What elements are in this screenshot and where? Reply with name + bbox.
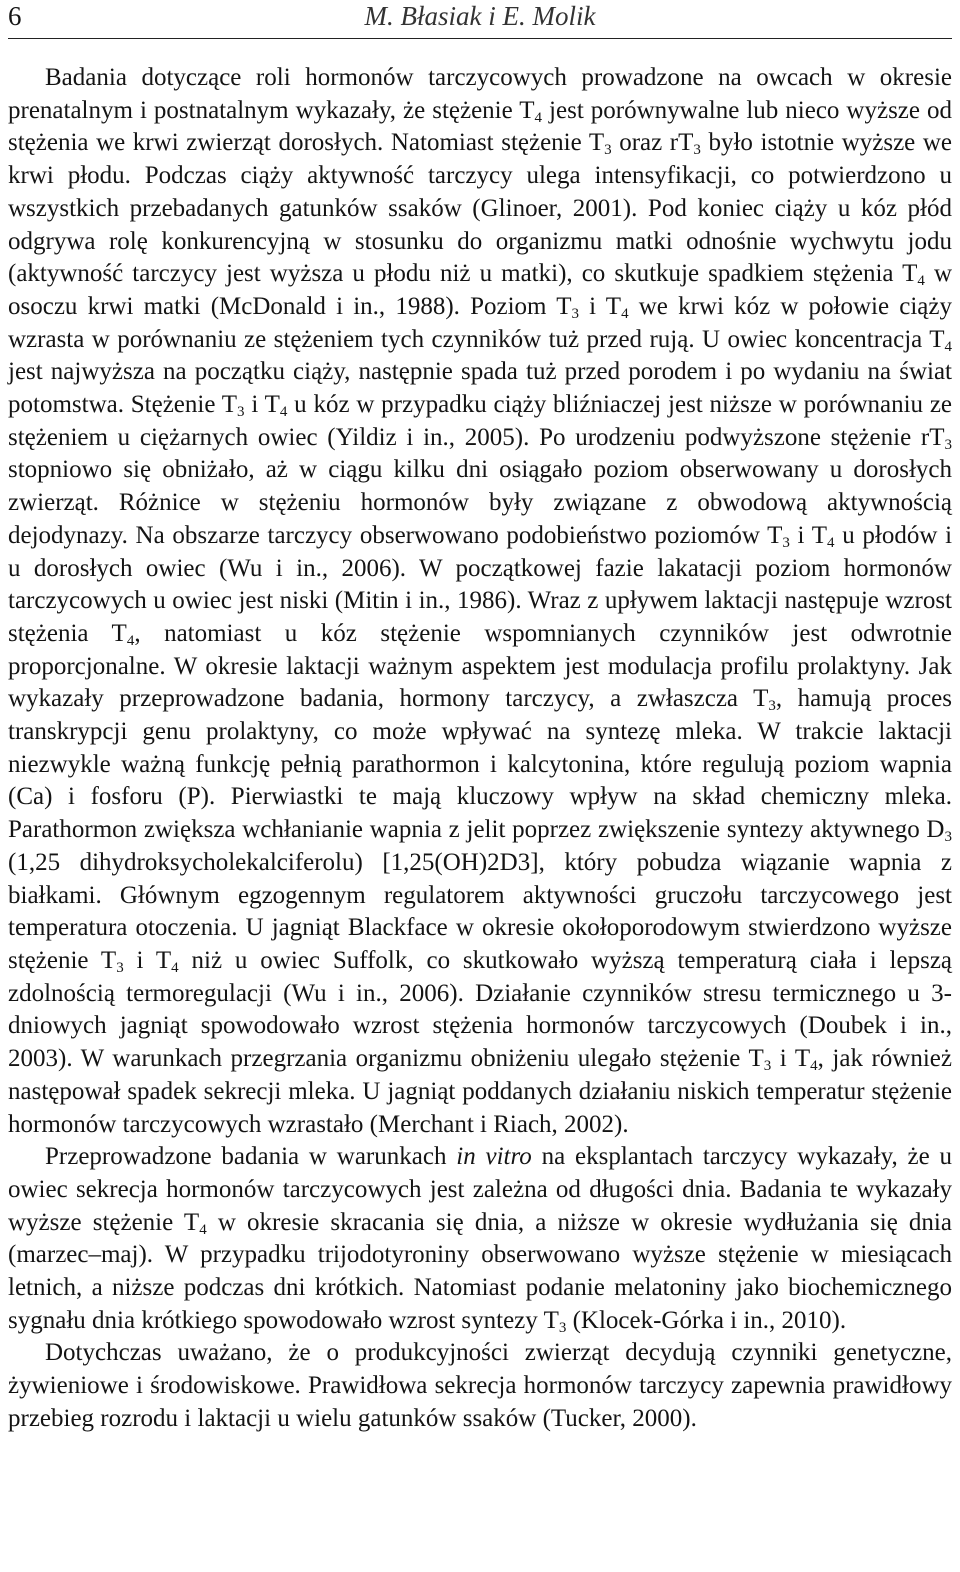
paragraph-productivity-factors (8, 1337, 952, 1435)
paragraph-thyroid-pregnancy-lactation (8, 62, 952, 1141)
text-run: oraz rT (611, 129, 694, 157)
text-run: , natomiast u kóz stężenie wspomnianych czynników jest odwrotnie proporcjonalne. W okresie laktacji ważnym aspektem jest modulacja profilu prolaktyny. Jak wykazały przeprowadzone badania, hormony tarczycy, a zwłaszcza T (8, 619, 953, 713)
text-run: u płodów i u dorosłych owiec (Wu i in., 2006). W początkowej fazie lakatacji poziom hormonów tarczycowych u owiec jest niski (Mitin i in., 1986). Wraz z upływem laktacji następuje wzrost stężenia T (8, 521, 953, 647)
text-run: Badania dotyczące roli hormonów tarczycowych prowadzone na owcach w okresie prenatalnym i postnatalnym wykazały, że stężenie T (8, 64, 952, 124)
text-run: i T (244, 391, 280, 419)
page-number: 6 (8, 1, 22, 31)
text-run: niż u owiec Suffolk, co skutkowało wyższą temperaturą ciała i lepszą zdolnością termoregulacji (Wu i in., 2006). Działanie czynników stresu termicznego u 3-dniowych jagniąt spowodowało wzrost stężenia hormonów tarczycowych (Doubek i in., 2003). W warunkach przegrzania organizmu obniżeniu ulegało stężenie T (8, 946, 953, 1073)
subscript: 3 (571, 305, 579, 322)
text-run: jest najwyższa na początku ciąży, następnie spada tuż przed porodem i po wydaniu na świat potomstwa. Stężenie T (8, 358, 952, 419)
text-run: było istotnie wyższe we krwi płodu. Podczas ciąży aktywność tarczycy ulega intensyfikacji, co potwierdzono u wszystkich przebadanych gatunków ssaków (Glinoer, 2001). Pod koniec ciąży u kóz płód odgrywa rolę konkurencyjną w stosunku do organizmu matki odnośnie wychwytu jodu (aktywność tarczycy jest wyższa u płodu niż u matki), co skutkuje spadkiem stężenia T (8, 129, 952, 288)
subscript: 4 (171, 959, 179, 976)
text-run: u kóz w przypadku ciąży bliźniaczej jest niższe w porównaniu ze stężeniem u ciężarnych owiec (Yildiz i in., 2005). Po urodzeniu podwyższone stężenie rT (8, 391, 953, 451)
text-run: i T (771, 1045, 811, 1073)
subscript: 4 (199, 1221, 207, 1238)
text-run: (Klocek-Górka i in., 2010). (566, 1306, 847, 1334)
subscript: 3 (693, 142, 701, 159)
text-run: we krwi kóz w połowie ciąży wzrasta w porównaniu ze stężeniem tych czynników tuż przed rują. U owiec koncentracja T (8, 292, 952, 353)
subscript: 3 (558, 1319, 567, 1336)
text-run: w okresie skracania się dnia, a niższe w okresie wydłużania się dnia (marzec–maj). W przypadku trijodotyroniny obserwowano wyższe stężenie w miesiącach letnich, a niższe podczas dni krótkich. Natomiast podanie melatoniny jako biochemicznego sygnału dnia krótkiego spowodowało wzrost syntezy T (8, 1208, 952, 1334)
text-run: Dotychczas uważano, że o produkcyjności zwierząt decydują czynniki genetyczne, żywieniowe i środowiskowe. Prawidłowa sekrecja hormonów tarczycy zapewnia prawidłowy przebieg rozrodu i laktacji u wielu gatunków ssaków (Tucker, 2000). (8, 1339, 952, 1432)
article-body (8, 62, 952, 1436)
running-head (8, 0, 952, 39)
subscript: 3 (944, 436, 952, 453)
subscript: 3 (604, 142, 612, 159)
running-head-authors: M. Błasiak i E. Molik (364, 1, 596, 31)
text-run: i T (578, 292, 622, 320)
subscript: 4 (917, 272, 925, 289)
subscript: 4 (827, 534, 835, 551)
subscript: 3 (763, 1057, 772, 1074)
subscript: 4 (810, 1057, 818, 1074)
subscript: 3 (237, 403, 245, 420)
text-run: i T (789, 521, 828, 549)
subscript: 3 (768, 698, 776, 715)
subscript: 4 (126, 632, 135, 649)
text-run: na eksplantach tarczycy wykazały, że u owiec sekrecja hormonów tarczycowych jest zależna od długości dnia. Badania te wykazały wyższe stężenie T (8, 1143, 952, 1236)
subscript: 3 (944, 828, 952, 845)
subscript: 4 (279, 403, 288, 420)
subscript: 4 (534, 109, 543, 126)
text-run: , hamują proces transkrypcji genu prolaktyny, co może wpływać na syntezę mleka. W trakcie laktacji niezwykle ważną funkcję pełnią parathormon i kalcytonina, które regulują poziom wapnia (Ca) i fosforu (P). Pierwiastki te mają kluczowy wpływ na skład chemiczny mleka. Parathormon zwiększa wchłanianie wapnia z jelit poprzez zwiększenie syntezy aktywnego D (8, 685, 952, 844)
text-run: , jak również następował spadek sekrecji mleka. U jagniąt poddanych działaniu niskich temperatur stężenie hormonów tarczycowych wzrastało (Merchant i Riach, 2002). (8, 1045, 952, 1138)
subscript: 3 (782, 534, 790, 551)
text-run: i T (123, 946, 172, 974)
text-run: jest porównywalne lub nieco wyższe od stężenia we krwi zwierząt dorosłych. Natomiast stężenie T (8, 96, 952, 157)
text-run: Przeprowadzone badania w warunkach (45, 1143, 457, 1171)
text-run: w osoczu krwi matki (McDonald i in., 1988). Poziom T (8, 260, 953, 320)
text-run: stopniowo się obniżało, aż w ciągu kilku dni osiągało poziom obserwowany u dorosłych zwierząt. Różnice w stężeniu hormonów były związane z obwodową aktywnością dejodynazy. Na obszarze tarczycy obserwowano podobieństwo poziomów T (8, 456, 952, 549)
subscript: 4 (944, 338, 952, 355)
subscript: 3 (116, 959, 124, 976)
subscript: 4 (621, 305, 629, 322)
text-run: (1,25 dihydroksycholekalciferolu) [1,25(OH)2D3], który pobudza wiązanie wapnia z białkami. Głównym egzogennym regulatorem aktywności gruczołu tarczycowego jest temperatura otoczenia. U jagniąt Blackface w okresie okołoporodowym stwierdzono wyższe stężenie T (8, 848, 952, 974)
document-page (8, 0, 952, 1572)
italic-term: in vitro (456, 1143, 532, 1171)
paragraph-in-vitro-photoperiod (8, 1141, 952, 1337)
